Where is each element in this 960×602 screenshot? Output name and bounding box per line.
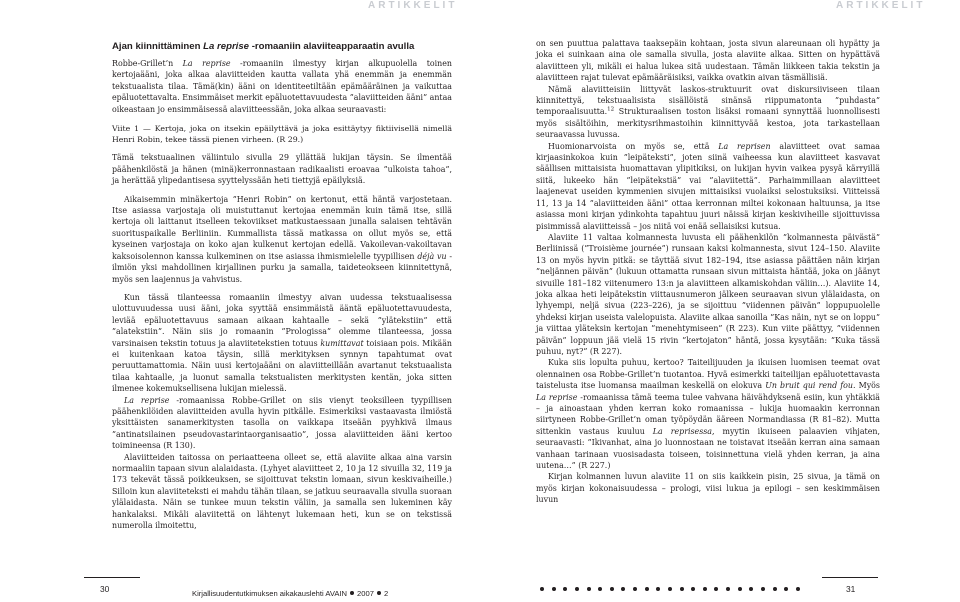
footer-dot-icon [598, 587, 602, 591]
footer-dot-icon [784, 587, 788, 591]
footer-rule-left [84, 577, 140, 578]
footer-dot-icon [738, 587, 742, 591]
paragraph: Alaviite 11 valtaa kolmannesta luvusta eli päähenkilön ”kolmannesta päivästä” Berliinissä (”Troisième journée”) runsaan kaksi kolmannesta, sivut 124–150. Alaviite 13 on myös hyvin pitkä: se täyttää sivut 182–194, itse asiassa päättäen näin kirjan ”neljännen päivän” (lukuun ottamatta runsaan sivun mittaista häntää, joka on jäänyt sivuille 181–182 viitenumero 13:n ja alaviitteen alkamiskohdan väliin…). Alaviite 14, joka alkaa heti leipätekstin viittausnumeron jälkeen seuraavan sivun ylälaidasta, on lyhyempi, neljä sivua (223–226), ja se sijoittuu ”viidennen päivän” loppupuolelle yhdeksi kirjan useista valelopuista. Alaviite alkaa sanoilla ”Kas näin, nyt se on loppu” ja viittaa yläteksin kertojan ”menehtymiseen” (R 223). Kun viite päättyy, ”viidennen päivän” loppuun jää vielä 15 rivin ”kertojaton” häntä, jossa kysytään: ”Kuka tässä puhuu, nyt?” (R 227). [536, 232, 880, 356]
footer-dot-icon [796, 587, 800, 591]
paragraph: Tämä tekstuaalinen väliintulo sivulla 29 yllättää lukijan täysin. Se ilmentää päähenkilöstä ja hänen (minä)kerronnastaan radikaalisti eroavaa ”ulkoista tahoa”, ja herättää ylipedantisesa syyttelyssään heti tiettyjä epäilyksiä. [112, 153, 452, 186]
footer-dot-icon [563, 587, 567, 591]
footer-publication: Kirjallisuudentutkimuksen aikakauslehti AVAIN 2007 2 [192, 589, 389, 598]
bullet-icon [350, 591, 354, 595]
footer-dot-icon [656, 587, 660, 591]
footer-dot-icon [714, 587, 718, 591]
section-title: Ajan kiinnittäminen La reprise -romaaniin alaviiteapparaatin avulla [112, 41, 415, 52]
paragraph: Aikaisemmin minäkertoja ”Henri Robin” on kertonut, että häntä varjostetaan. Itse asiassa varjostaja oli muistuttanut kertojaa enemmän kuin tämä itse, sillä kertoja oli laittanut itselleen tekoviikset matkustaessaan junalla salaisen tehtävän suorituspaikalle Berliiniin. Kummallista tässä matkassa on ollut myös se, että kyseinen varjostaja on koko ajan kulkenut kertojan edellä. Vakoilevan-vakoiltavan kaksoisolennon kanssa kulkeminen on itse asiassa ihmismielelle tyypillisen déjà vu -ilmiön yksi mahdollinen kirjallinen purku ja samalla, taideteokseen kiinnitettynä, myös sen laajennus ja vahvistus. [112, 194, 452, 284]
footer-dot-icon [621, 587, 625, 591]
footer-dot-icon [540, 587, 544, 591]
section-header-right: ARTIKKELIT [836, 0, 926, 11]
footer-dot-icon [668, 587, 672, 591]
footer-dot-icon [691, 587, 695, 591]
page-number-left: 30 [100, 584, 110, 594]
footer-rule-right [822, 577, 878, 578]
footer-dot-icon [773, 587, 777, 591]
footer-dot-icon [726, 587, 730, 591]
page-number-right: 31 [846, 584, 856, 594]
footer-dot-icon [575, 587, 579, 591]
paragraph: Kirjan kolmannen luvun alaviite 11 on siis kaikkein pisin, 25 sivua, ja tämä on myös kirjan kokonaisuudessa – prologi, viisi lukua ja epilogi – sen keskimmäisen luvun [536, 472, 880, 505]
paragraph: Nämä alaviitteisiin liittyvät laskos-struktuurit ovat diskursiiviseen tilaan kiinnitettyä, tekstuaalisista sisällöistä sinänsä riippumatonta ”puhdasta” temporaalisuutta.$^{12}$ Strukturaalisen toston lisäksi romaani synnyttää luonnollisesti myös sisältöihin, merkitysrihmastoihin kiinnittyvää kestoa, jota tarkastellaan seuraavassa luvussa. [536, 84, 880, 140]
paragraph: Robbe-Grillet’n La reprise -romaaniin ilmestyy kirjan alkupuolella toinen kertojaääni, joka alkaa alaviitteiden kautta vallata yhä enemmän ja enemmän tekstuaalista tilaa. Tämä(kin) ääni on identiteetiltään epämääräinen ja vaikuttaa epäluotettavalta. Ensimmäiset merkit epäluotettavuudesta ”alaviitteiden ääni” antaa oikeastaan jo ensimmäisessä alaviitteessään, joka alkaa seuraavasti: [112, 59, 452, 114]
footer-dot-icon [610, 587, 614, 591]
footer-dot-icon [680, 587, 684, 591]
footer-dot-icon [587, 587, 591, 591]
footer-dot-icon [749, 587, 753, 591]
left-column [112, 40, 452, 531]
footer-dot-icon [703, 587, 707, 591]
right-column [536, 38, 880, 506]
paragraph: Kun tässä tilanteessa romaaniin ilmestyy aivan uudessa tekstuaalisessa ulottuvuudessa uusi ääni, joka syyttää ensimmäistä ääntä epäluotettavuudesta, leviää epäluotettavuus samaan aikaan kahtaalle – sekä ”ylätekstiin” että ”alatekstiin”. Näin siis jo romaanin ”Prologissa” olemme tilanteessa, jossa varsinaisen tekstin totuus ja alaviitetekstien totuus kumittavat toisiaan pois. Mikään ei kuitenkaan katoa täysin, sillä merkityksen synnyn tapahtumat ovat peruuttamattomia. Näin uusi kertojaääni on alaviitteillään avartanut tekstuaalista tilaa kahtaalle, ja luonut samalla tekstualisten merkitysten kentän, joka sitten ilmenee kokemuksellisena lukijan mielessä. [112, 292, 452, 394]
paragraph: La reprise -romaanissa Robbe-Grillet on siis vienyt teoksilleen tyypillisen päähenkilöiden alaviitteiden avulla hyvin pitkälle. Esimerkiksi vastaavasta ilmiöstä yksittäisten sanamerkitysten tasolla on vaikkapa itseään pyyhkivä ilmaus ”antinatsilainen pseudovastarintaorganisaatio”, jossa alaviitteiden ääni kertoo toimineensa (R 130). [112, 395, 453, 451]
footer-dot-icon [645, 587, 649, 591]
footer-dot-row [540, 587, 800, 593]
bullet-icon [377, 591, 381, 595]
paragraph: on sen puuttua palattava taaksepäin kohtaan, josta sivun alareunaan oli hypätty ja joka ei suinkaan aina ole samalla sivulla, josta alaviite alkaa. Sitten on hypättävä alaviitteen yli, mikäli ei halua lukea sitä uudestaan. Tämän liikkeen takia tekstin ja alaviitteen rajat tulevat epämääräisiksi, vaikka ovatkin aivan täsmällisiä. [536, 39, 880, 83]
section-header-left: ARTIKKELIT [368, 0, 458, 11]
footer-dot-icon [552, 587, 556, 591]
block-quote: Viite 1 — Kertoja, joka on itsekin epäilyttävä ja joka esittäytyy fiktiivisellä nimellä Henri Robin, tekee tässä pienen virheen. (R 29.) [112, 124, 452, 145]
paragraph: Huomionarvoista on myös se, että La reprisen alaviitteet ovat samaa kirjaasinkokoa kuin ”leipäteksti”, joten siinä vaiheessa kun alaviitteet kasvavat säällisen mittaisista huomattavan ylipitkiksi, on lukijan hyvin vaikea pysyä kärryillä siitä, lukeeko hän ”leipätekstiä” vai ”alaviitettä”. Parhaimmillaan alaviitteet laajenevat useiden kymmenien sivujen mittaisiksi vuolaiksi selostuksiksi. Viitteissä 11, 13 ja 14 ”alaviitteiden ääni” ottaa kerronnan miltei kokonaan haltuunsa, ja itse asiassa moni kirjan ydinkohta tapahtuu juuri näissä kirjan keskiviheille sijoittuvissa pisimmissä alaviitteissä – jos niitä voi enää sellaisiksi kutsua. [536, 141, 880, 231]
footer-dot-icon [633, 587, 637, 591]
footer-dot-icon [761, 587, 765, 591]
paragraph: Kuka siis lopulta puhuu, kertoo? Taiteilijuuden ja ikuisen luomisen teemat ovat olennainen osa Robbe-Grillet’n tuotantoa. Hyvä esimerkki taiteilijan epäluotettavasta taistelusta itse luomansa maailman keskellä on elokuva Un bruit qui rend fou. Myös La reprise -romaanissa tämä teema tulee vahvana häivähdyksenä esiin, kun yhtäkkiä – ja ainoastaan yhden kerran koko romaanissa – lukija huomaakin kerronnan siirtyneen Robbe-Grillet’n oman työpöydän ääreen Normandiassa (R 81–82). Mutta sittenkin vastaus kuuluu La reprisessa, myytin ikuiseen palaavien vihjaten, seuraavasti: ”Ikivanhat, aina jo luonnostaan ne toistavat itseään kerran aina samaan vanhaan tarinaan vuosisadasta toiseen, toisinnettuna vielä yhden kerran, ja aina uutena…” (R 227.) [536, 358, 880, 471]
paragraph: Alaviitteiden taitossa on periaatteena olleet se, että alaviite alkaa aina varsin normaaliin tapaan sivun alalaidasta. (Lyhyet alaviitteet 2, 10 ja 12 sivuilla 32, 119 ja 173 tekevät tässä poikkeuksen, se sijoittuvat tekstin lomaan, sivun keskivaiheille.) Silloin kun alaviiteteksti ei mahdu tähän tilaan, se jatkuu seuraavalla sivulla suoraan ylälaidasta. Näin se tunkee muun tekstin väliin, ja samalla sen lukeminen käy hankalaksi. Mikäli alaviitettä on lähtenyt lukemaan heti, kun se on tekstissä numerolla ilmoitettu, [112, 452, 452, 531]
